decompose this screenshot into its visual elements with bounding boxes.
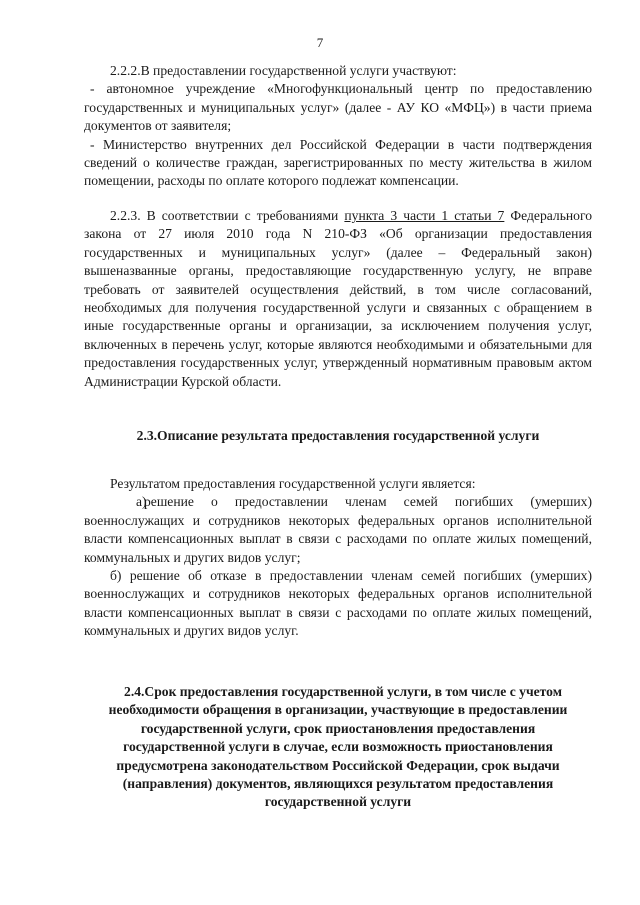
section-2-3-item-b: б) решение об отказе в предоставлении членам семей погибших (умерших) военнослужащих и сотрудников некоторых федеральных органов исполнительной власти компенсационных выплат в связи с расходами по оплате жилых помещений, коммунальных и других видов услуг. xyxy=(84,568,592,639)
section-2-2-2 xyxy=(84,62,592,191)
section-2-4-heading-block xyxy=(84,683,592,812)
section-2-2-3 xyxy=(84,207,592,391)
section-2-4-heading-line-5: предусмотрена законодательством Российской Федерации, срок выдачи xyxy=(116,757,560,773)
section-2-4-heading-line-1: 2.4.Срок предоставления государственной услуги, в том числе с учетом xyxy=(124,684,562,699)
section-2-4-heading-line-3: государственной услуги, срок приостановления предоставления xyxy=(140,720,536,736)
section-2-3 xyxy=(84,475,592,641)
section-2-3-heading: 2.3.Описание результата предоставления государственной услуги xyxy=(136,428,540,443)
section-2-3-heading-block xyxy=(84,427,592,445)
section-2-4-heading-line-4: государственной услуги в случае, если возможность приостановления xyxy=(123,739,553,755)
section-2-2-3-paragraph xyxy=(84,207,592,391)
section-2-2-3-text: Федерального закона от 27 июля 2010 года N 210-ФЗ «Об организации предоставления государственных и муниципальных услуг» (далее – Федеральный закон) вышеназванные органы, предоставляющие государственную услугу, не вправе требовать от заявителей осуществления действий, в том числе согласований, необходимых для получения государственной услуги и связанных с обращением в иные государственные органы и организации, за исключением получения услуг, включенных в перечень услуг, которые являются необходимыми и обязательными для предоставления государственных услуг, утвержденный нормативным правовым актом Администрации Курской области. xyxy=(84,208,593,389)
section-2-2-3-prefix: 2.2.3. В соответствии с требованиями xyxy=(110,208,345,223)
section-2-3-item-a xyxy=(84,493,592,567)
section-2-4-heading-line-6: (направления) документов, являющихся результатом предоставления xyxy=(122,776,554,792)
page-number: 7 xyxy=(316,35,324,50)
item-a-text: решение о предоставлении членам семей погибших (умерших) военнослужащих и сотрудников некоторых федеральных органов исполнительной власти компенсационных выплат в связи с расходами по оплате жилых помещений, коммунальных и других видов услуг; xyxy=(84,494,592,565)
item-a-label: а) xyxy=(136,494,147,510)
section-2-4-heading-line-2: необходимости обращения в организации, участвующие в предоставлении xyxy=(108,702,568,718)
law-article-link[interactable]: пункта 3 части 1 статьи 7 xyxy=(344,208,505,223)
section-2-2-2-item-2: - Министерство внутренних дел Российской Федерации в части подтверждения сведений о количестве граждан, зарегистрированных по месту жительства в жилом помещении, расходы по оплате которого подлежат компенсации. xyxy=(84,136,592,189)
section-2-4-heading-line-7: государственной услуги xyxy=(264,794,412,810)
section-2-2-2-item-1: - автономное учреждение «Многофункциональный центр по предоставлению государственных и муниципальных услуг» (далее - АУ КО «МФЦ») в части приема документов от заявителя; xyxy=(84,81,592,134)
section-2-3-intro: Результатом предоставления государственной услуги является: xyxy=(110,476,476,491)
section-2-2-2-intro: 2.2.2.В предоставлении государственной услуги участвуют: xyxy=(110,63,457,78)
